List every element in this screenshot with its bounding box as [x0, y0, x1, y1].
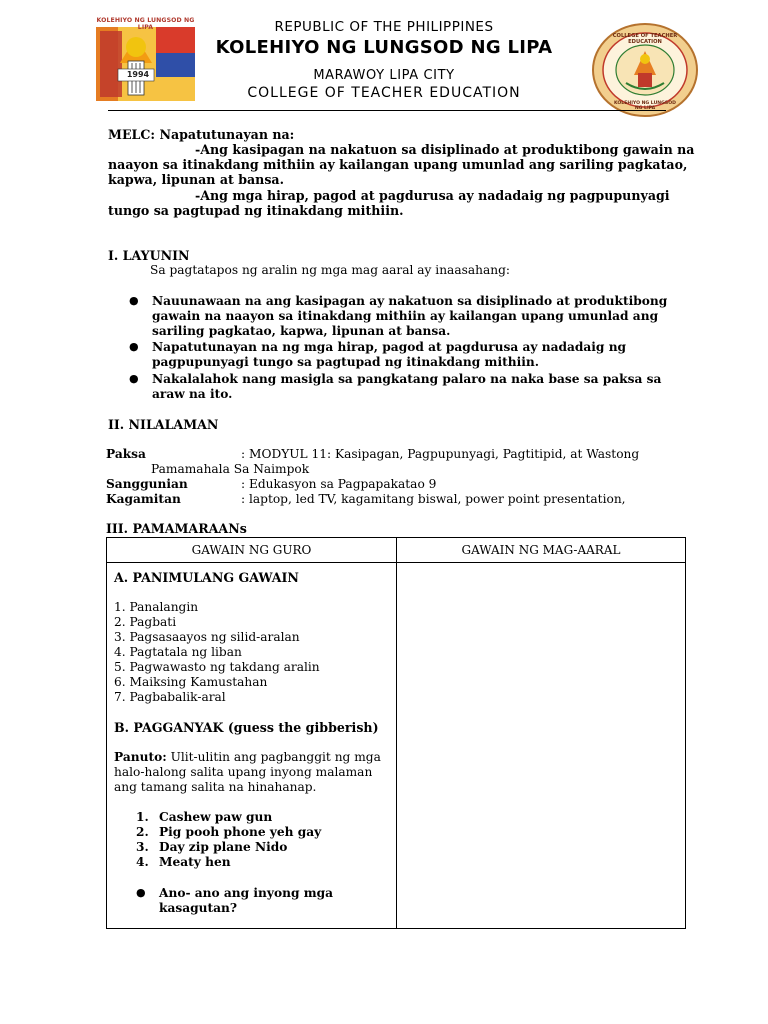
paksa-value: : MODYUL 11: Kasipagan, Pagpupunyagi, Pagtitipid, at Wastong: [241, 447, 640, 461]
objective-2-line-1: Napatutunayan na ng mga hirap, pagod at pagdurusa ay nadadaig ng: [152, 340, 627, 354]
melc-text-5: tungo sa pagtupad ng itinakdang mithiin.: [108, 203, 404, 218]
pamamaraan-heading: III. PAMAMARAANs: [106, 521, 247, 536]
step-item: 4. Pagtatala ng liban: [114, 645, 242, 659]
table-row: [107, 563, 686, 929]
header-republic: REPUBLIC OF THE PHILIPPINES: [274, 19, 494, 35]
sanggunian-label: Sanggunian: [106, 477, 188, 491]
step-item: 7. Pagbabalik-aral: [114, 690, 226, 704]
header-divider: [108, 110, 666, 111]
bullet-icon: ●: [129, 372, 139, 385]
student-activities-cell: [397, 563, 686, 929]
panuto-label: Panuto:: [114, 750, 167, 764]
objective-1-line-2: gawain na naayon sa itinakdang mithiin ay kailangan upang umunlad ang: [152, 309, 659, 323]
gibberish-number: 3.: [136, 840, 149, 854]
bullet-icon: ●: [129, 294, 139, 307]
header-department: COLLEGE OF TEACHER EDUCATION: [247, 85, 521, 101]
panuto-line-3: ang tamang salita na hinahanap.: [114, 780, 317, 794]
header-college-name: KOLEHIYO NG LUNGSOD NG LIPA: [215, 37, 553, 58]
col-header-student: GAWAIN NG MAG-AARAL: [397, 538, 686, 563]
gibberish-number: 1.: [136, 810, 149, 824]
kagamitan-value: : laptop, led TV, kagamitang biswal, power point presentation,: [241, 492, 626, 506]
layunin-heading: I. LAYUNIN: [108, 248, 190, 263]
panuto-line-1: [114, 750, 381, 765]
melc-text-3: kapwa, lipunan at bansa.: [108, 172, 284, 187]
gibberish-item: Meaty hen: [159, 855, 231, 869]
table-header-row: [107, 538, 686, 563]
bullet-icon: ●: [129, 340, 139, 353]
step-item: 1. Panalangin: [114, 600, 199, 614]
gibberish-number: 4.: [136, 855, 149, 869]
logo-year: 1994: [126, 70, 150, 79]
question-line-2: kasagutan?: [159, 901, 238, 915]
logo-text: KOLEHIYO NG LUNGSOD NG LIPA: [96, 17, 195, 31]
procedure-table: [106, 537, 686, 929]
sanggunian-value: : Edukasyon sa Pagpapakatao 9: [241, 477, 437, 491]
step-item: 5. Pagwawasto ng takdang aralin: [114, 660, 320, 674]
gibberish-item: Pig pooh phone yeh gay: [159, 825, 322, 839]
kagamitan-label: Kagamitan: [106, 492, 181, 506]
objective-3-line-2: araw na ito.: [152, 387, 233, 401]
section-a-title: A. PANIMULANG GAWAIN: [114, 570, 299, 585]
step-item: 2. Pagbati: [114, 615, 177, 629]
melc-text-2: naayon sa itinakdang mithiin ay kailangan upang umunlad ang sariling pagkatao,: [108, 157, 688, 172]
step-item: 3. Pagsasaayos ng silid-aralan: [114, 630, 300, 644]
objective-1-line-3: sariling pagkatao, kapwa, lipunan at bansa.: [152, 324, 451, 338]
melc-text-1: -Ang kasipagan na nakatuon sa disiplinado at produktibong gawain na: [195, 142, 695, 157]
melc-text-4: -Ang mga hirap, pagod at pagdurusa ay nadadaig ng pagpupunyagi: [195, 188, 670, 203]
objective-3-line-1: Nakalalahok nang masigla sa pangkatang palaro na naka base sa paksa sa: [152, 372, 662, 386]
section-b-title: B. PAGGANYAK (guess the gibberish): [114, 720, 379, 735]
teacher-activities-cell: [107, 563, 397, 929]
paksa-value-cont: Pamamahala Sa Naimpok: [151, 462, 310, 476]
question-line-1: Ano- ano ang inyong mga: [159, 886, 334, 900]
col-header-teacher: GAWAIN NG GURO: [107, 538, 397, 563]
bullet-icon: ●: [136, 886, 146, 899]
step-item: 6. Maiksing Kamustahan: [114, 675, 268, 689]
paksa-label: Paksa: [106, 447, 146, 461]
panuto-text: Ulit-ulitin ang pagbanggit ng mga: [166, 750, 381, 764]
layunin-intro: Sa pagtatapos ng aralin ng mga mag aaral ay inaasahang:: [150, 263, 510, 277]
header-location: MARAWOY LIPA CITY: [313, 68, 455, 83]
gibberish-item: Day zip plane Nido: [159, 840, 288, 854]
seal-text-bottom: KOLEHIYO NG LUNGSOD NG LIPA: [614, 101, 676, 111]
panuto-line-2: halo-halong salita upang inyong malaman: [114, 765, 373, 779]
gibberish-item: Cashew paw gun: [159, 810, 273, 824]
college-seal-right: [592, 23, 698, 117]
objective-2-line-2: pagpupunyagi tungo sa pagtupad ng itinakdang mithiin.: [152, 355, 539, 369]
melc-label: MELC: Napatutunayan na:: [108, 127, 295, 142]
gibberish-number: 2.: [136, 825, 149, 839]
nilalaman-heading: II. NILALAMAN: [108, 417, 219, 432]
objective-1-line-1: Nauunawaan na ang kasipagan ay nakatuon sa disiplinado at produktibong: [152, 294, 668, 308]
seal-text-top: COLLEGE OF TEACHER EDUCATION: [612, 33, 678, 45]
